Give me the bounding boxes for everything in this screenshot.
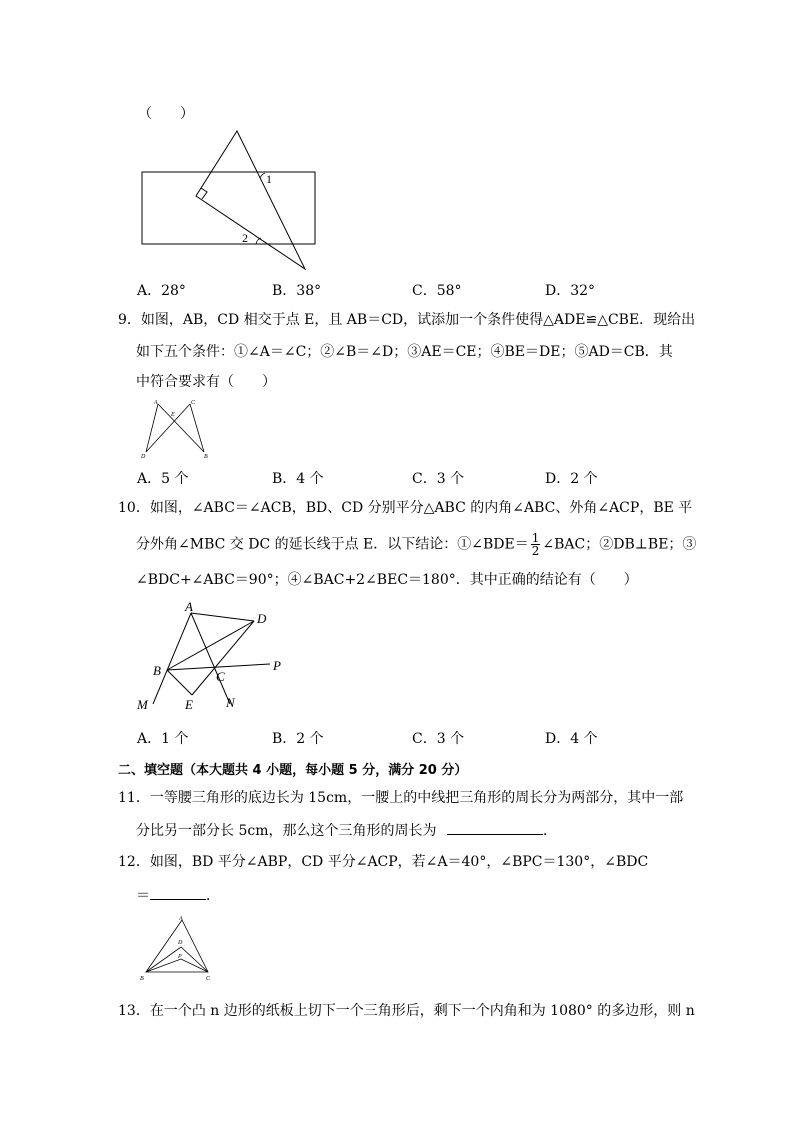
q12-line-2-end: ． <box>206 888 220 904</box>
q10-label-n: N <box>226 695 235 710</box>
q9-option-b: B．4 个 <box>272 471 324 487</box>
q12-figure <box>138 914 213 982</box>
q8-answer-paren: （ ） <box>138 106 194 122</box>
q10-label-d: D <box>257 611 267 626</box>
q9-option-d: D．2 个 <box>545 471 598 487</box>
q9-label-d: D <box>141 454 146 460</box>
q11-line-2 <box>136 820 696 841</box>
q12-label-d: D <box>178 940 183 946</box>
q10-label-c: C <box>216 669 225 684</box>
q8-rectangle <box>142 172 315 244</box>
q9-label-c: C <box>191 400 196 406</box>
q10-label-b: B <box>153 663 161 678</box>
q8-option-d: D．32° <box>545 283 596 299</box>
q9-option-c: C．3 个 <box>412 471 465 487</box>
q8-figure <box>138 125 323 275</box>
q8-option-c: C．58° <box>412 283 462 299</box>
q9-label-b: B <box>204 454 208 460</box>
q10-line-2 <box>136 532 696 557</box>
q10-label-p: P <box>273 658 281 673</box>
q10-line-3: ∠BDC+∠ABC＝90°；④∠BAC+2∠BEC＝180°．其中正确的结论有（ ） <box>136 572 638 588</box>
q8-option-a: A．28° <box>137 283 186 299</box>
q11-line-1: 11．一等腰三角形的底边长为 15cm，一腰上的中线把三角形的周长分为两部分，其中一部 <box>118 790 684 806</box>
q9-label-e: E <box>171 412 175 418</box>
q12-label-p: P <box>178 954 182 960</box>
q10-option-b: B．2 个 <box>272 731 324 747</box>
q12-line-2 <box>136 885 696 906</box>
q10-fraction <box>531 532 541 557</box>
q10-figure <box>130 597 290 715</box>
q12-answer-blank[interactable] <box>150 885 206 900</box>
q11-line-2-text: 分比另一部分长 5cm，那么这个三角形的周长为 <box>136 823 437 839</box>
q10-label-a: A <box>185 599 193 614</box>
q10-line-2-text: 分外角∠MBC 交 DC 的延长线于点 E．以下结论：①∠BDE＝ <box>136 536 529 553</box>
q12-label-c: C <box>206 976 211 982</box>
q10-frac-den: 2 <box>531 544 540 558</box>
q10-line-1: 10．如图，∠ABC＝∠ACB，BD、CD 分别平分△ABC 的内角∠ABC、外角∠ACP，BE 平 <box>118 500 693 516</box>
q9-option-a: A．5 个 <box>137 471 189 487</box>
q10-option-d: D．4 个 <box>545 731 598 747</box>
q12-label-b: B <box>140 976 144 982</box>
q9-label-a: A <box>154 400 158 406</box>
q11-line-2-end: ． <box>542 823 557 839</box>
q10-frac-num: 1 <box>531 531 540 545</box>
q9-line-2: 如下五个条件：①∠A＝∠C；②∠B＝∠D；③AE＝CE；④BE＝DE；⑤AD＝CB．其 <box>136 344 673 360</box>
q9-figure <box>138 398 213 460</box>
q8-right-angle-mark <box>201 188 207 199</box>
q13-line-1: 13．在一个凸 n 边形的纸板上切下一个三角形后，剩下一个内角和为 1080° 的多边形，则 n <box>118 1003 695 1019</box>
q8-label-1: 1 <box>266 172 272 186</box>
q8-label-2: 2 <box>242 231 248 245</box>
q9-line-3: 中符合要求有（ ） <box>136 374 276 390</box>
q12-label-a: A <box>179 916 183 922</box>
q10-line-2b-text: ∠BAC；②DB⊥BE；③ <box>542 536 697 553</box>
q10-option-a: A．1 个 <box>137 731 189 747</box>
q12-line-2-text: ＝ <box>136 888 150 904</box>
section-2-heading: 二、填空题（本大题共 4 小题，每小题 5 分，满分 20 分） <box>118 763 468 778</box>
q8-option-b: B．38° <box>272 283 322 299</box>
q10-label-e: E <box>185 697 193 712</box>
q8-triangle <box>196 131 305 269</box>
q8-angle1-arc <box>260 173 265 178</box>
q9-line-1: 9．如图，AB，CD 相交于点 E，且 AB＝CD，试添加一个条件使得△ADE≌△CBE．现给出 <box>118 312 696 328</box>
q10-label-m: M <box>137 697 148 712</box>
q10-option-c: C．3 个 <box>412 731 465 747</box>
q12-line-1: 12．如图，BD 平分∠ABP，CD 平分∠ACP，若∠A＝40°，∠BPC＝130°，∠BDC <box>118 854 649 870</box>
q11-answer-blank[interactable] <box>447 820 543 835</box>
